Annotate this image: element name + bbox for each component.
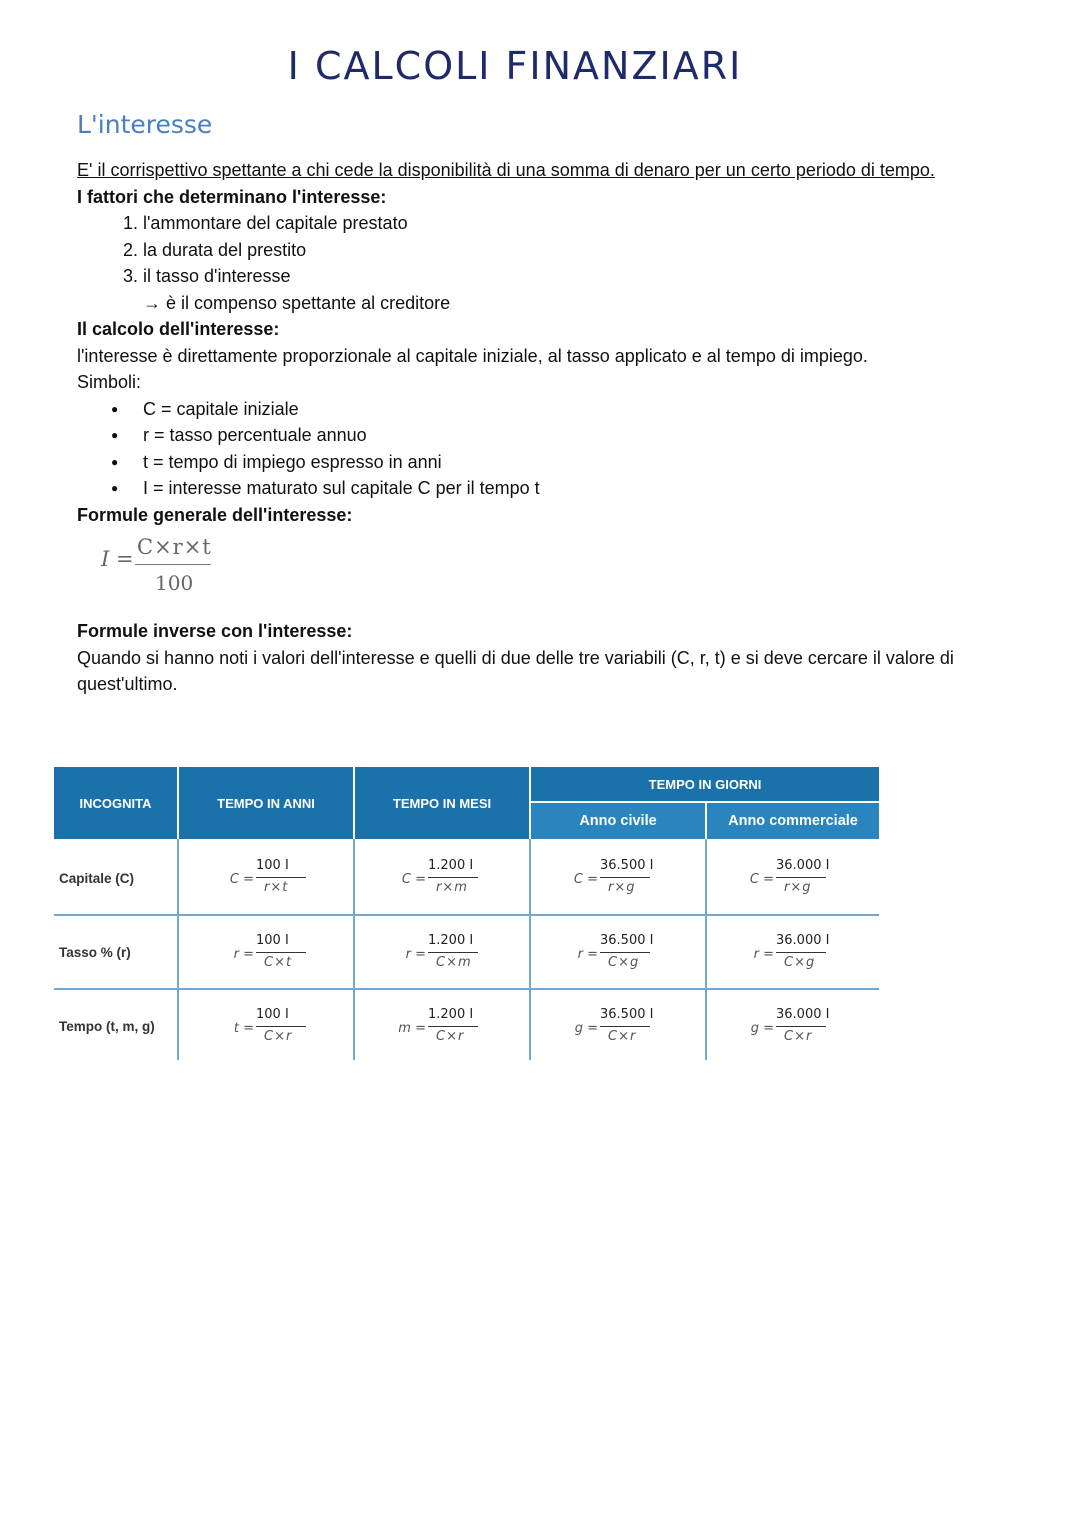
header-giorni: TEMPO IN GIORNI xyxy=(531,767,879,801)
calculation-heading: Il calcolo dell'interesse: xyxy=(77,319,280,339)
formula-numerator: C×r×t xyxy=(137,535,212,559)
list-item: ● r = tasso percentuale annuo xyxy=(143,422,957,449)
fraction-bar xyxy=(135,564,211,565)
header-anno-commerciale: Anno commerciale xyxy=(707,803,879,839)
list-item: 1. l'ammontare del capitale prestato xyxy=(143,210,957,237)
factors-list xyxy=(77,210,957,290)
factors-heading: I fattori che determinano l'interesse: xyxy=(77,186,387,207)
formula-cell: g = 36.500 I C×r xyxy=(574,1007,654,1044)
formula-cell: C = 1.200 I r×m xyxy=(384,856,494,908)
symbols-label: Simboli: xyxy=(77,372,142,392)
header-mesi: TEMPO IN MESI xyxy=(355,767,529,839)
header-incognita: INCOGNITA xyxy=(54,767,177,839)
symbols-list xyxy=(77,396,957,502)
header-anni: TEMPO IN ANNI xyxy=(179,767,353,839)
column-divider xyxy=(529,839,531,1060)
formula-cell: C = 36.500 I r×g xyxy=(573,858,654,895)
column-divider xyxy=(705,839,707,1060)
formula-cell: r = 100 I C×t xyxy=(212,931,322,983)
page-title: I CALCOLI FINANZIARI xyxy=(287,44,743,88)
formula-cell: C = 100 I r×t xyxy=(212,856,322,908)
formula-cell: r = 1.200 I C×m xyxy=(384,931,494,983)
section-heading: L'interesse xyxy=(77,110,213,139)
formula-cell: m = 1.200 I C×r xyxy=(384,1005,494,1057)
formula-cell: r = 36.500 I C×g xyxy=(577,933,654,970)
row-label-tempo: Tempo (t, m, g) xyxy=(59,1018,155,1034)
formula-cell: g = 36.000 I C×r xyxy=(750,1007,830,1044)
formula-lhs: I = xyxy=(101,547,134,571)
general-formula xyxy=(97,534,237,608)
inverse-formulas-table xyxy=(54,767,879,1060)
list-item: 2. la durata del prestito xyxy=(143,237,957,264)
document-body xyxy=(77,157,957,698)
row-label-capitale: Capitale (C) xyxy=(59,870,135,886)
general-formula-heading: Formule generale dell'interesse: xyxy=(77,504,353,525)
list-item: ● I = interesse maturato sul capitale C per il tempo t xyxy=(143,475,957,502)
inverse-heading: Formule inverse con l'interesse: xyxy=(77,621,353,641)
row-label-tasso: Tasso % (r) xyxy=(59,944,131,960)
list-item: 3. il tasso d'interesse xyxy=(143,263,957,290)
formula-cell: C = 36.000 I r×g xyxy=(749,858,830,895)
calculation-text: l'interesse è direttamente proporzionale al capitale iniziale, al tasso applicato e al tempo di impiego. xyxy=(77,345,868,366)
header-anno-civile: Anno civile xyxy=(531,803,705,839)
formula-cell: r = 36.000 I C×g xyxy=(753,933,830,970)
definition-text: E' il corrispettivo spettante a chi cede la disponibilità di una somma di denaro per un certo periodo di tempo. xyxy=(77,160,935,180)
list-item: ● C = capitale iniziale xyxy=(143,396,957,423)
formula-cell: t = 100 I C×r xyxy=(212,1005,322,1057)
list-item: ● t = tempo di impiego espresso in anni xyxy=(143,449,957,476)
inverse-text: Quando si hanno noti i valori dell'interesse e quelli di due delle tre variabili (C, r, t) e si deve cercare il valore di quest'ultimo. xyxy=(77,647,954,694)
factor-note: → è il compenso spettante al creditore xyxy=(143,292,451,313)
formula-denominator: 100 xyxy=(155,571,194,595)
column-divider xyxy=(353,839,355,1060)
